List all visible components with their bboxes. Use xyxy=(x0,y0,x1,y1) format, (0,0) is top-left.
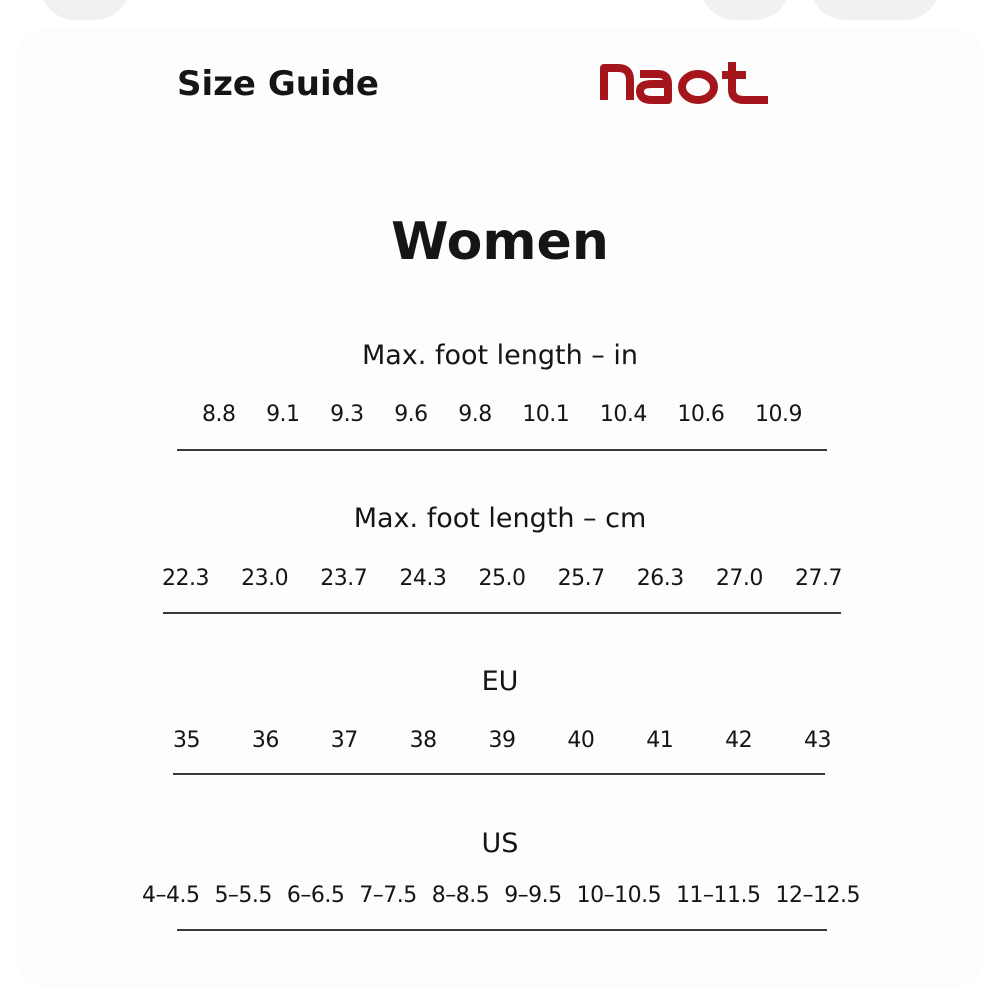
value-inches: 10.9 xyxy=(754,402,802,427)
value-us: 5–5.5 xyxy=(214,883,272,908)
divider xyxy=(177,449,827,451)
value-us: 11–11.5 xyxy=(676,883,761,908)
value-eu: 37 xyxy=(330,728,358,753)
value-inches: 10.6 xyxy=(677,402,725,427)
value-cm: 26.3 xyxy=(636,566,684,591)
values-row-us xyxy=(142,883,860,908)
value-inches: 8.8 xyxy=(202,402,236,427)
divider xyxy=(177,929,827,931)
top-right-blob xyxy=(700,0,790,20)
value-eu: 42 xyxy=(725,728,753,753)
value-cm: 22.3 xyxy=(162,566,209,591)
value-cm: 23.0 xyxy=(241,566,289,591)
value-cm: 24.3 xyxy=(399,566,447,591)
divider xyxy=(173,773,825,775)
value-us: 10–10.5 xyxy=(576,883,662,908)
size-guide-title: Size Guide xyxy=(177,64,379,104)
table-label-us: US xyxy=(481,828,519,859)
value-eu: 43 xyxy=(804,728,831,753)
section-heading-women: Women xyxy=(391,212,609,272)
value-inches: 10.1 xyxy=(522,402,570,427)
value-inches: 9.1 xyxy=(266,402,300,427)
value-inches: 9.3 xyxy=(330,402,364,427)
table-label-cm: Max. foot length – cm xyxy=(353,503,647,534)
naot-logo xyxy=(596,50,796,110)
value-eu: 38 xyxy=(409,728,437,753)
value-cm: 23.7 xyxy=(320,566,368,591)
value-us: 8–8.5 xyxy=(431,883,490,908)
top-right-blob-2 xyxy=(810,0,940,20)
value-inches: 9.6 xyxy=(394,402,428,427)
value-eu: 39 xyxy=(488,728,516,753)
value-inches: 10.4 xyxy=(599,402,647,427)
table-label-eu: EU xyxy=(481,666,519,697)
values-row-cm xyxy=(162,566,842,591)
value-us: 12–12.5 xyxy=(775,883,860,908)
value-inches: 9.8 xyxy=(458,402,492,427)
value-us: 7–7.5 xyxy=(359,883,417,908)
value-us: 4–4.5 xyxy=(142,883,200,908)
value-eu: 35 xyxy=(173,728,200,753)
values-row-eu xyxy=(173,728,831,753)
value-cm: 25.7 xyxy=(557,566,605,591)
divider xyxy=(163,612,841,614)
value-cm: 25.0 xyxy=(478,566,526,591)
value-us: 9–9.5 xyxy=(504,883,562,908)
value-cm: 27.0 xyxy=(715,566,763,591)
value-eu: 40 xyxy=(567,728,595,753)
value-eu: 36 xyxy=(251,728,279,753)
value-us: 6–6.5 xyxy=(286,883,345,908)
table-label-inches: Max. foot length – in xyxy=(361,340,639,371)
value-cm: 27.7 xyxy=(795,566,842,591)
value-eu: 41 xyxy=(646,728,674,753)
top-left-blob xyxy=(40,0,130,20)
values-row-inches xyxy=(202,402,802,427)
